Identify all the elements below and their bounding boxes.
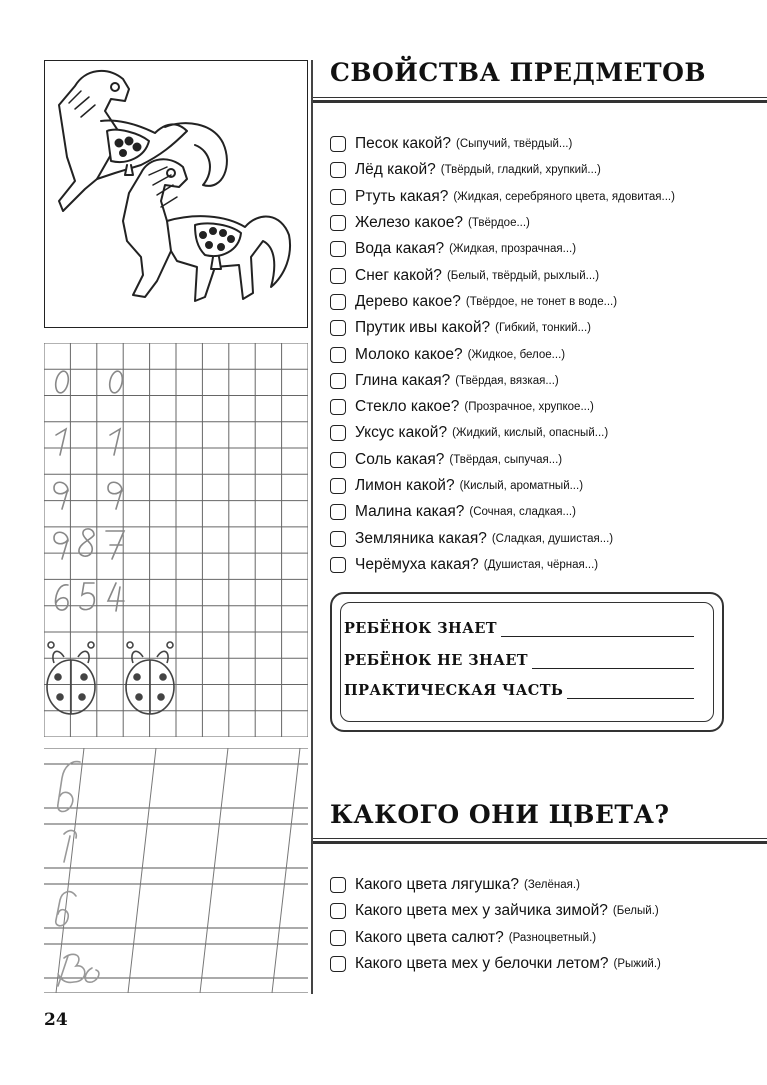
answer-hint: (Зелёная.) — [524, 879, 580, 892]
answer-checkbox[interactable] — [330, 399, 346, 415]
evaluation-row-knows — [344, 620, 694, 637]
question-text: Вода какая? — [355, 240, 445, 258]
digit-8-trace — [79, 529, 94, 556]
answer-hint: (Жидкое, белое...) — [467, 348, 566, 361]
question-text: Какого цвета салют? — [355, 928, 504, 946]
question-item — [330, 394, 675, 420]
question-text: Какого цвета мех у зайчика зимой? — [355, 902, 608, 920]
question-item — [330, 184, 675, 210]
question-text: Песок какой? — [355, 135, 451, 153]
ladybug-icon — [47, 642, 95, 714]
answer-hint: (Рыжий.) — [613, 958, 661, 971]
grid-lines — [44, 343, 308, 737]
section-title-rule — [313, 838, 767, 844]
evaluation-blank-line[interactable] — [501, 622, 694, 637]
question-item — [330, 210, 675, 236]
letters-practice-lines — [44, 748, 308, 993]
question-item — [330, 552, 675, 578]
answer-hint: (Душистая, чёрная...) — [483, 558, 599, 571]
digit-6-trace — [56, 585, 69, 610]
digit-0-trace — [54, 370, 70, 394]
answer-checkbox[interactable] — [330, 930, 346, 946]
question-item — [330, 872, 661, 898]
answer-checkbox[interactable] — [330, 452, 346, 468]
answer-checkbox[interactable] — [330, 320, 346, 336]
digit-1-trace — [56, 429, 66, 455]
answer-hint: (Сочная, сладкая...) — [469, 506, 576, 519]
question-item — [330, 447, 675, 473]
question-text: Глина какая? — [355, 371, 451, 389]
answer-hint: (Твёрдая, вязкая...) — [455, 374, 559, 387]
writing-lines — [44, 748, 308, 993]
question-text: Ртуть какая? — [355, 187, 449, 205]
answer-checkbox[interactable] — [330, 347, 346, 363]
evaluation-label: ПРАКТИЧЕСКАЯ ЧАСТЬ — [344, 682, 564, 699]
question-item — [330, 420, 675, 446]
section-title-rule — [313, 97, 767, 103]
answer-checkbox[interactable] — [330, 162, 346, 178]
answer-hint: (Прозрачное, хрупкое...) — [464, 401, 594, 414]
answer-hint: (Твёрдая, сыпучая...) — [449, 453, 563, 466]
colors-question-list — [330, 872, 661, 977]
answer-hint: (Твёрдое, не тонет в воде...) — [465, 295, 618, 308]
question-text: Какого цвета мех у белочки летом? — [355, 955, 609, 973]
question-text: Железо какое? — [355, 214, 463, 232]
section-title-colors: КАКОГО ОНИ ЦВЕТА? — [330, 800, 670, 829]
answer-hint: (Белый.) — [612, 905, 659, 918]
question-text: Снег какой? — [355, 266, 442, 284]
evaluation-label: РЕБЁНОК НЕ ЗНАЕТ — [344, 652, 528, 669]
question-item — [330, 236, 675, 262]
digit-9-trace — [108, 482, 122, 509]
answer-checkbox[interactable] — [330, 136, 346, 152]
answer-checkbox[interactable] — [330, 294, 346, 310]
horses-illustration — [44, 60, 308, 328]
horse-toys-icon — [45, 61, 307, 327]
question-item — [330, 898, 661, 924]
question-text: Лёд какой? — [355, 161, 436, 179]
digit-1-trace — [110, 429, 120, 455]
question-text: Какого цвета лягушка? — [355, 876, 519, 894]
answer-checkbox[interactable] — [330, 373, 346, 389]
answer-hint: (Жидкая, прозрачная...) — [449, 243, 577, 256]
answer-checkbox[interactable] — [330, 531, 346, 547]
answer-checkbox[interactable] — [330, 478, 346, 494]
answer-hint: (Белый, твёрдый, рыхлый...) — [446, 269, 600, 282]
page-number: 24 — [44, 1010, 68, 1030]
answer-hint: (Разноцветный.) — [508, 931, 597, 944]
answer-checkbox[interactable] — [330, 268, 346, 284]
answer-checkbox[interactable] — [330, 504, 346, 520]
question-item — [330, 525, 675, 551]
answer-checkbox[interactable] — [330, 241, 346, 257]
question-text: Дерево какое? — [355, 292, 461, 310]
question-item — [330, 262, 675, 288]
answer-checkbox[interactable] — [330, 425, 346, 441]
question-item — [330, 473, 675, 499]
question-text: Уксус какой? — [355, 424, 448, 442]
question-text: Молоко какое? — [355, 345, 463, 363]
answer-hint: (Твёрдое...) — [467, 217, 530, 230]
question-text: Земляника какая? — [355, 529, 487, 547]
question-item — [330, 368, 675, 394]
question-item — [330, 157, 675, 183]
answer-checkbox[interactable] — [330, 215, 346, 231]
evaluation-box — [330, 592, 724, 732]
evaluation-blank-line[interactable] — [567, 684, 694, 699]
evaluation-label: РЕБЁНОК ЗНАЕТ — [344, 620, 497, 637]
question-item — [330, 925, 661, 951]
question-text: Стекло какое? — [355, 398, 460, 416]
question-text: Черёмуха какая? — [355, 555, 479, 573]
digit-9-trace — [54, 482, 68, 509]
answer-checkbox[interactable] — [330, 877, 346, 893]
evaluation-row-practical — [344, 682, 694, 699]
evaluation-blank-line[interactable] — [532, 654, 694, 669]
letter-b-trace — [58, 762, 80, 812]
answer-hint: (Сыпучий, твёрдый...) — [456, 138, 573, 151]
question-item — [330, 315, 675, 341]
answer-hint: (Твёрдый, гладкий, хрупкий...) — [440, 164, 601, 177]
question-item — [330, 499, 675, 525]
digit-7-trace — [106, 531, 124, 559]
digit-4-trace — [108, 583, 124, 611]
section-title-properties: СВОЙСТВА ПРЕДМЕТОВ — [330, 58, 707, 87]
question-item — [330, 341, 675, 367]
question-item — [330, 289, 675, 315]
answer-checkbox[interactable] — [330, 189, 346, 205]
digit-0-trace — [108, 370, 124, 394]
question-item — [330, 951, 661, 977]
answer-checkbox[interactable] — [330, 557, 346, 573]
digit-9-trace — [54, 532, 68, 559]
question-text: Лимон какой? — [355, 477, 455, 494]
question-text: Малина какая? — [355, 503, 465, 521]
answer-checkbox[interactable] — [330, 956, 346, 972]
answer-hint: (Гибкий, тонкий...) — [495, 322, 591, 335]
answer-hint: (Жидкий, кислый, опасный...) — [452, 427, 609, 440]
question-text: Прутик ивы какой? — [355, 319, 491, 337]
answer-hint: (Кислый, ароматный...) — [459, 480, 584, 492]
question-item — [330, 131, 675, 157]
question-text: Соль какая? — [355, 450, 445, 468]
column-divider — [311, 60, 313, 994]
answer-checkbox[interactable] — [330, 903, 346, 919]
digits-practice-grid — [44, 343, 308, 737]
evaluation-row-not-knows — [344, 652, 694, 669]
answer-hint: (Сладкая, душистая...) — [491, 532, 614, 545]
properties-question-list — [330, 131, 675, 578]
letter-ve-trace — [58, 954, 99, 986]
answer-hint: (Жидкая, серебряного цвета, ядовитая...) — [453, 190, 675, 203]
